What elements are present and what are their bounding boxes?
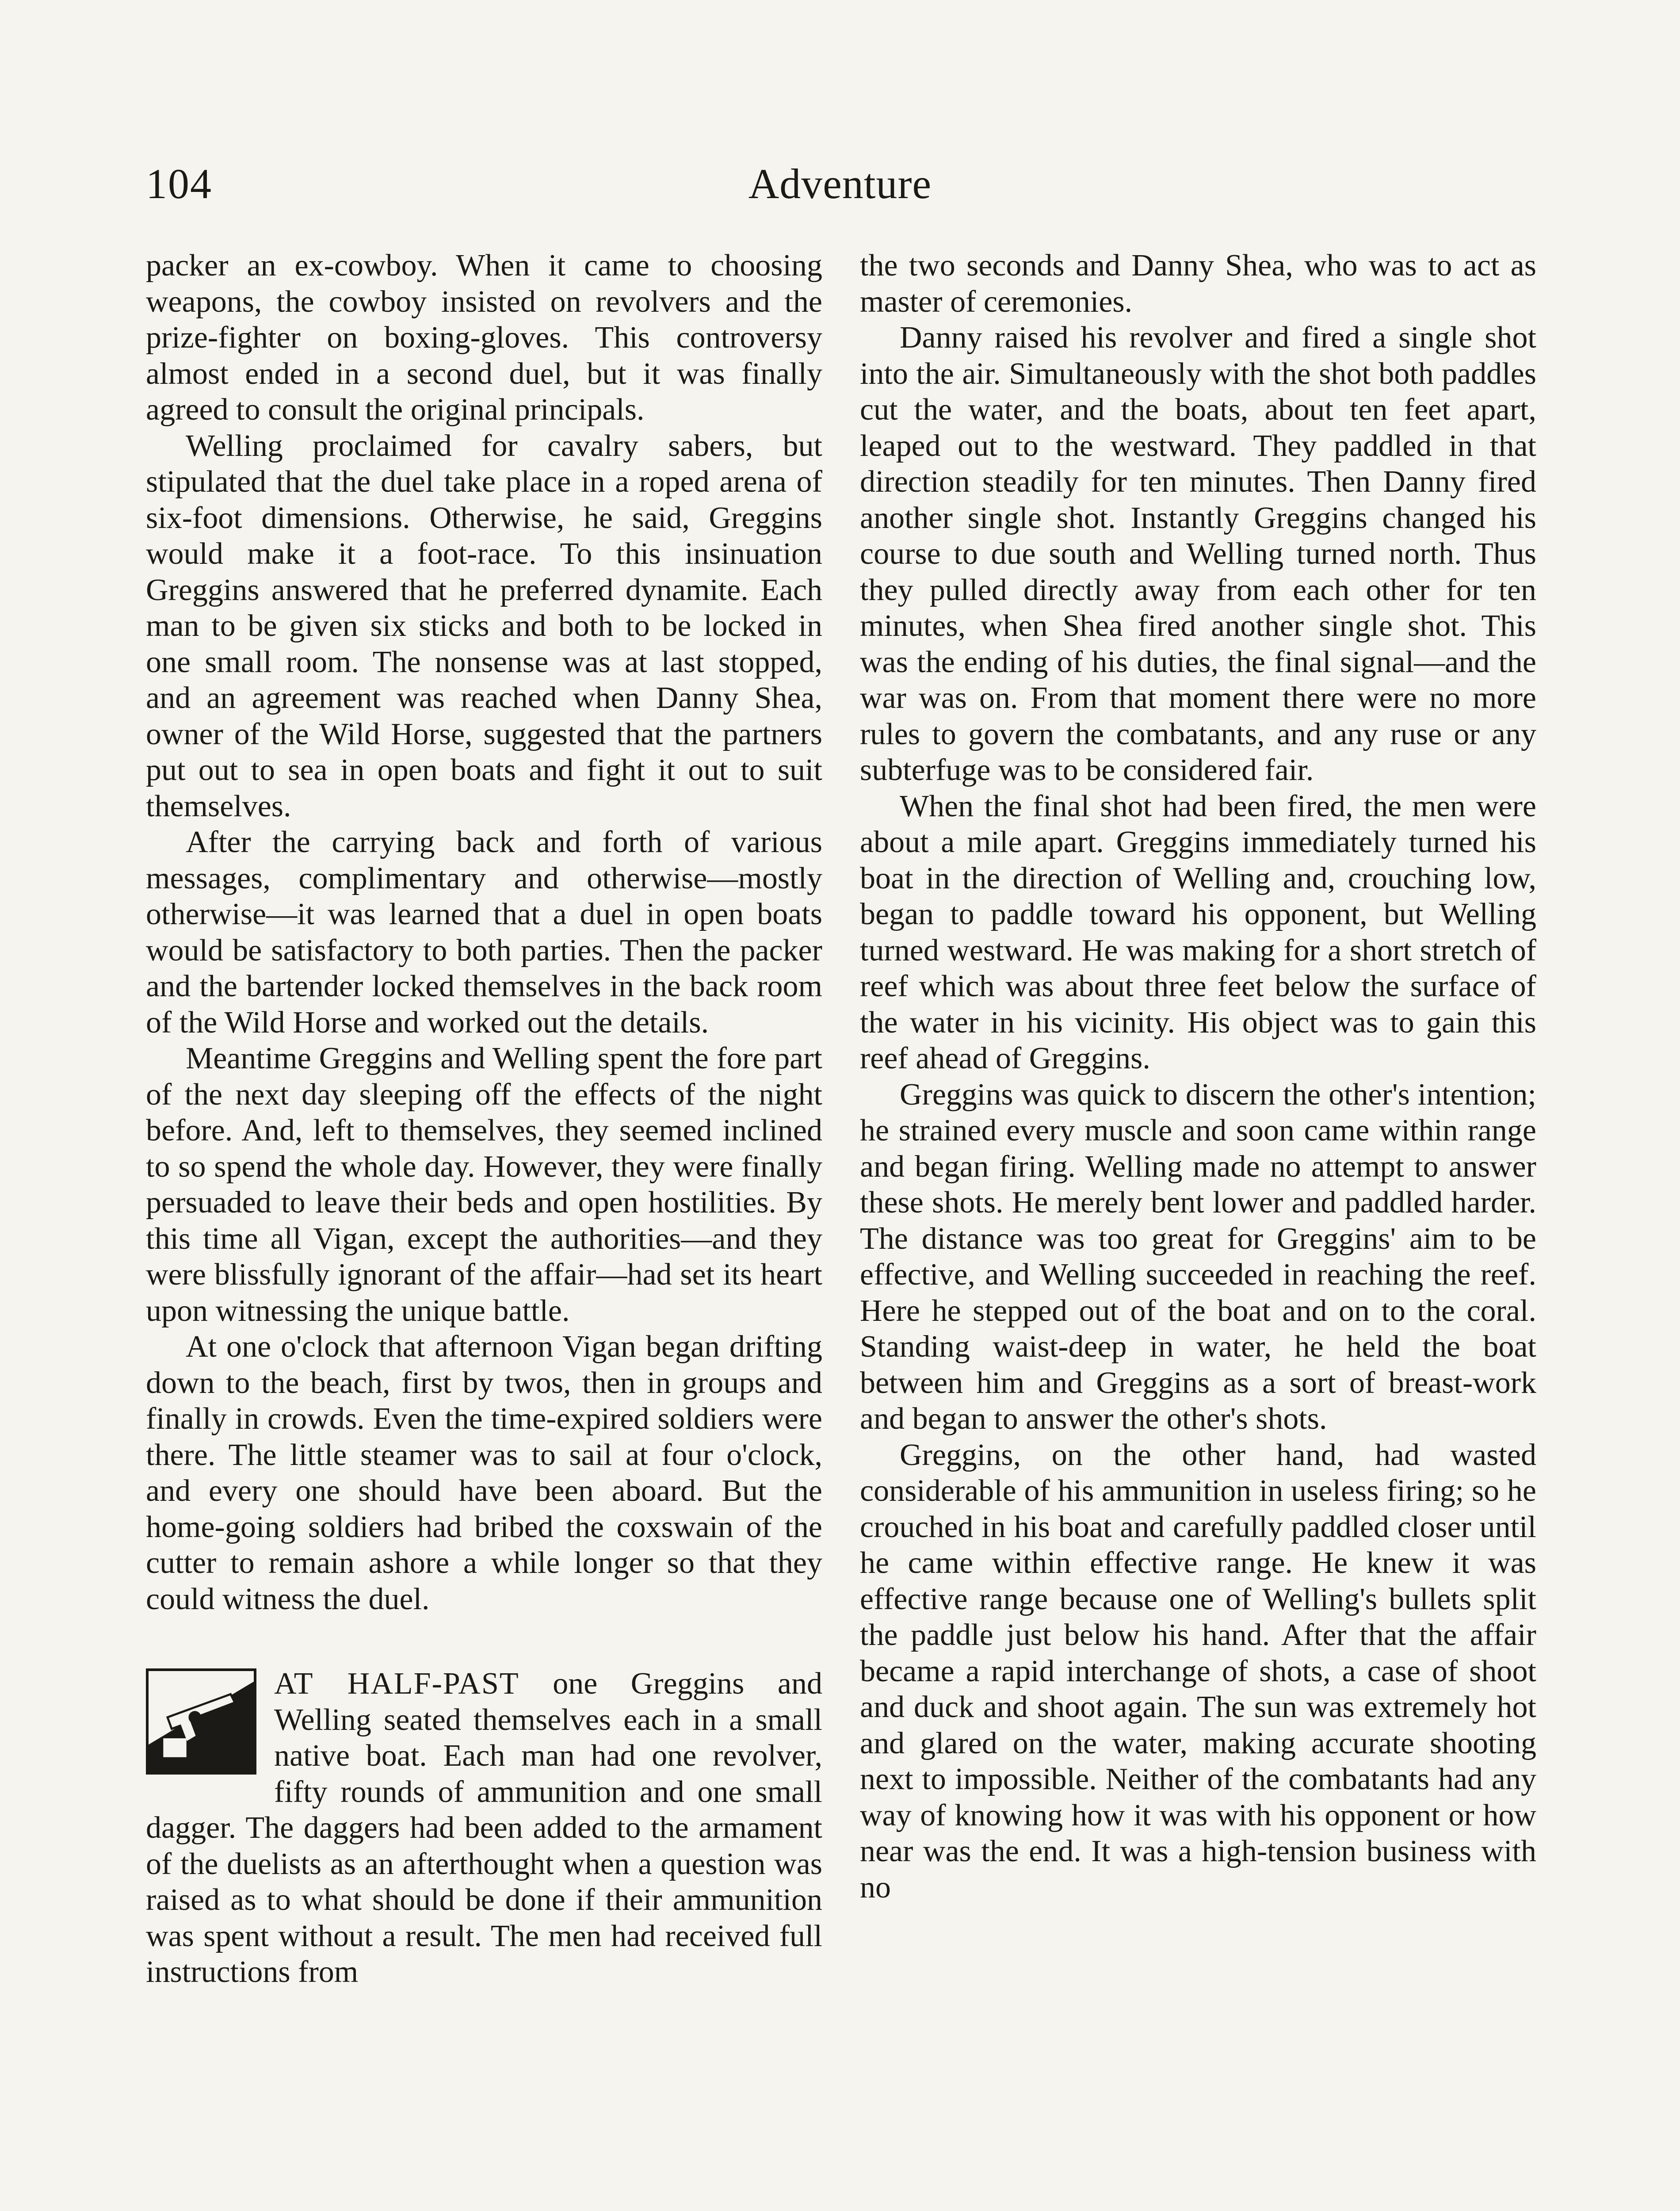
paragraph: packer an ex-cowboy. When it came to choosing weapons, the cowboy insisted on revolvers and the prize-fighter on boxing-gloves. This controversy almost ended in a second duel, but it was finally agreed to consult the original principals. xyxy=(146,249,822,427)
section-lead: AT HALF-PAST xyxy=(274,1667,519,1701)
paragraph: After the carrying back and forth of various messages, complimentary and otherwise—mostly otherwise—it was learned that a duel in open boats would be satisfactory to both parties. Then the packer and the bartender locked themselves in the back room of the Wild Horse and worked out the details. xyxy=(146,825,822,1040)
left-column xyxy=(146,248,822,1990)
paragraph: At one o'clock that afternoon Vigan began drifting down to the beach, first by twos, then in groups and finally in crowds. Even the time-expired soldiers were there. The little steamer was to sail at four o'clock, and every one should have been aboard. But the home-going soldiers had bribed the coxswain of the cutter to remain ashore a while longer so that they could witness the duel. xyxy=(146,1330,822,1616)
paragraph: the two seconds and Danny Shea, who was to act as master of ceremonies. xyxy=(860,249,1536,319)
paragraph: Greggins, on the other hand, had wasted considerable of his ammunition in useless firing; so he crouched in his boat and carefully paddled closer until he came within effective range. He knew it was effective range because one of Welling's bullets split the paddle just below his hand. After that the affair became a rapid interchange of shots, a case of shoot and duck and shoot again. The sun was extremely hot and glared on the water, making accurate shooting next to impossible. Neither of the combatants had any way of knowing how it was with his opponent or how near was the end. It was a high-tension business with no xyxy=(860,1438,1536,1905)
paragraph: Welling proclaimed for cavalry sabers, but stipulated that the duel take place in a roped arena of six-foot dimensions. Otherwise, he said, Greggins would make it a foot-race. To this insinuation Greggins answered that he preferred dynamite. Each man to be given six sticks and both to be locked in one small room. The nonsense was at last stopped, and an agreement was reached when Danny Shea, owner of the Wild Horse, suggested that the partners put out to sea in open boats and fight it out to suit themselves. xyxy=(146,428,822,823)
section-paragraph xyxy=(146,1666,822,1990)
paragraph: When the final shot had been fired, the men were about a mile apart. Greggins immediately turned his boat in the direction of Welling and, crouching low, began to paddle toward his opponent, but Welling turned westward. He was making for a short stretch of reef which was about three feet below the surface of the water in his vicinity. His object was to gain this reef ahead of Greggins. xyxy=(860,789,1536,1075)
paragraph: Danny raised his revolver and fired a single shot into the air. Simultaneously with the shot both paddles cut the water, and the boats, about ten feet apart, leaped out to the westward. They paddled in that direction steadily for ten minutes. Then Danny fired another single shot. Instantly Greggins changed his course to due south and Welling turned north. Thus they pulled directly away from each other for ten minutes, when Shea fired another single shot. This was the ending of his duties, the final signal—and the war was on. From that moment there were no more rules to govern the combatants, and any ruse or any subterfuge was to be considered fair. xyxy=(860,321,1536,787)
magazine-title: Adventure xyxy=(748,160,932,207)
paragraph: Greggins was quick to discern the other's intention; he strained every muscle and soon came within range and began firing. Welling made no attempt to answer these shots. He merely bent lower and paddled harder. The distance was too great for Greggins' aim to be effective, and Welling succeeded in reaching the reef. Here he stepped out of the boat and on to the coral. Standing waist-deep in water, he held the boat between him and Greggins as a sort of breast-work and began to answer the other's shots. xyxy=(860,1077,1536,1436)
right-column xyxy=(860,248,1536,1905)
paragraph: Meantime Greggins and Welling spent the fore part of the next day sleeping off the effects of the night before. And, left to themselves, they seemed inclined to so spend the whole day. However, they were finally persuaded to leave their beds and open hostilities. By this time all Vigan, except the authorities—and they were blissfully ignorant of the affair—had set its heart upon witnessing the unique battle. xyxy=(146,1041,822,1328)
section-text: one Greggins and Welling seated themselves each in a small native boat. Each man had one revolver, fifty rounds of ammunition and one small dagger. The daggers had been added to the armament of the duelists as an afterthought when a question was raised as to what should be done if their ammunition was spent without a result. The men had received full instructions from xyxy=(146,1667,823,1989)
page-header xyxy=(146,155,1534,230)
page-number: 104 xyxy=(146,160,212,207)
revolver-icon xyxy=(146,1668,256,1775)
